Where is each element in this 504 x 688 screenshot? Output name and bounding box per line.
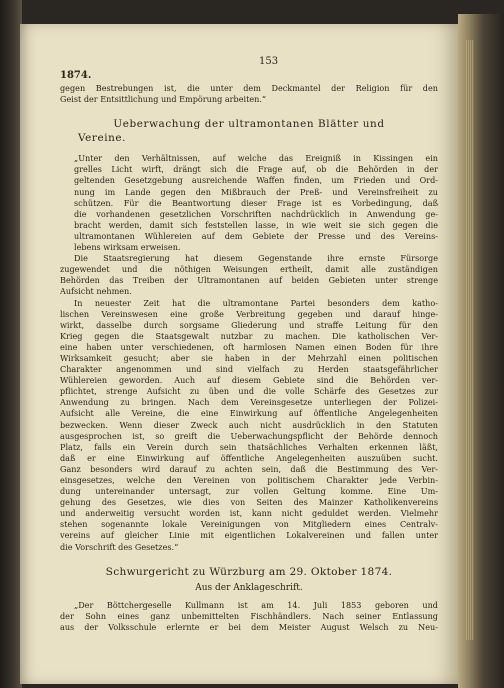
text-line: Platz, falls ein Verein durch sein thatsächliches Verhalten erkennen läßt, bbox=[60, 441, 438, 452]
page-year: 1874. bbox=[60, 70, 92, 81]
text-line: pflichtet, strenge Aufsicht zu üben und die volle Schärfe des Gesetzes zur bbox=[60, 386, 438, 397]
text-line: Charakter angenommen und sind vielfach zu Herden staatsgefährlicher bbox=[60, 364, 438, 375]
text-line: Geist der Entsittlichung und Empörung arbeiten.“ bbox=[60, 94, 267, 105]
text-line: gehung des Gesetzes, wie dies von Seiten des Mainzer Katholikenvereins bbox=[60, 497, 438, 508]
text-line: Wirksamkeit gesucht; aber sie haben in der Mehrzahl einen politischen bbox=[60, 352, 438, 363]
text-line: grelles Licht wirft, drängt sich die Frage auf, ob die Behörden in der bbox=[74, 164, 438, 175]
book-binding-shadow bbox=[0, 0, 22, 688]
text-line: Aufsicht nehmen. bbox=[60, 286, 132, 297]
text-line: eine haben unter verschiedenen, oft harmlosen Namen einen Boden für ihre bbox=[60, 341, 438, 352]
text-line: daß er eine Einwirkung auf öffentliche Angelegenheiten auszuüben sucht. bbox=[60, 452, 438, 463]
text-line: die Vorschrift des Gesetzes.“ bbox=[60, 541, 179, 552]
text-line: „Der Böttchergeselle Kullmann ist am 14. Juli 1853 geboren und bbox=[74, 599, 438, 610]
paragraph-4 bbox=[60, 600, 438, 633]
text-line: aus der Volksschule erlernte er bei dem Meister August Welsch zu Neu- bbox=[60, 621, 438, 632]
text-line: Anwendung zu bringen. Nach dem Vereinsgesetze unterliegen der Polizei- bbox=[60, 397, 438, 408]
page-edge-texture bbox=[466, 40, 474, 640]
page-edge-stack bbox=[458, 14, 504, 688]
page-number: 153 bbox=[259, 56, 279, 67]
text-line: schützen. Für die Beantwortung dieser Frage ist es Vorbedingung, daß bbox=[74, 197, 438, 208]
section-heading-schwurgericht: Schwurgericht zu Würzburg am 29. Oktober 1874. bbox=[105, 565, 393, 578]
paragraph-2 bbox=[60, 253, 438, 297]
text-line: geltenden Gesetzgebung ausreichende Waffen finden, um Frieden und Ord- bbox=[74, 175, 438, 186]
text-line: einsgesetzes, welche den Vereinen von politischem Charakter jede Verbin- bbox=[60, 475, 438, 485]
text-line: Behörden das Treiben der Ultramontanen auf beiden Gebieten unter strenge bbox=[60, 275, 438, 286]
intro-paragraph bbox=[60, 83, 438, 105]
text-line: und anderweitig versucht worden ist, kann nicht geduldet werden. Vielmehr bbox=[60, 508, 438, 519]
text-line: lischen Vereinswesen eine große Verbreitung gegeben und darauf hinge- bbox=[60, 308, 438, 319]
text-line: ausgesprochen ist, so greift die Ueberwachungspflicht der Behörde dennoch bbox=[60, 430, 438, 441]
text-line: dung untereinander untersagt, zur vollen Geltung komme. Eine Um- bbox=[60, 486, 438, 497]
text-line: In neuester Zeit hat die ultramontane Partei besonders dem katho- bbox=[74, 297, 438, 308]
paragraph-1 bbox=[60, 153, 438, 253]
section-subheading: Aus der Anklageschrift. bbox=[195, 582, 303, 593]
text-line: bezwecken. Wenn dieser Zweck auch nicht ausdrücklich in den Statuten bbox=[60, 419, 438, 430]
text-line: die vorhandenen gesetzlichen Vorschriften nachdrücklich in Anwendung ge- bbox=[74, 208, 438, 219]
text-line: nung im Lande gegen den Mißbrauch der Preß- und Vereinsfreiheit zu bbox=[74, 186, 438, 197]
paragraph-3 bbox=[60, 298, 438, 553]
text-line: vereins auf gleicher Linie mit eigentlichen Lokalvereinen und fallen unter bbox=[60, 530, 438, 541]
text-line: Aufsicht alle Vereine, die eine Einwirkung auf öffentliche Angelegenheiten bbox=[60, 408, 438, 419]
text-line: wirkt, dasselbe durch sorgsame Gliederung und straffe Leitung für den bbox=[60, 319, 438, 330]
text-line: ultramontanen Wühlereien auf dem Gebiete der Presse und des Vereins- bbox=[74, 230, 438, 241]
text-line: der Sohn eines ganz unbemittelten Fischhändlers. Nach seiner Entlassung bbox=[60, 610, 438, 621]
text-line: „Unter den Verhältnissen, auf welche das Ereigniß in Kissingen ein bbox=[74, 153, 438, 164]
heading-line: Ueberwachung der ultramontanen Blätter und bbox=[113, 118, 385, 131]
text-line: Krieg gegen die Staatsgewalt nutzbar zu machen. Die katholischen Ver- bbox=[60, 330, 438, 341]
text-line: Ganz besonders wird darauf zu achten sein, daß die Bestimmung des Ver- bbox=[60, 463, 438, 474]
heading-line: Vereine. bbox=[78, 132, 127, 145]
text-line: stehen sogenannte lokale Vereinigungen von Mitgliedern eines Centralv- bbox=[60, 519, 438, 530]
text-line: Die Staatsregierung hat diesem Gegenstande ihre ernste Fürsorge bbox=[74, 253, 438, 264]
text-line: lebens wirksam erweisen. bbox=[74, 242, 181, 253]
text-line: Wühlereien geworden. Auch auf diesem Gebiete sind die Behörden ver- bbox=[60, 375, 438, 386]
text-line: bracht werden, damit sich feststellen lasse, in wie weit sie sich gegen die bbox=[74, 219, 438, 230]
text-line: zugewendet und die nöthigen Weisungen ertheilt, damit alle zuständigen bbox=[60, 264, 438, 275]
text-line: gegen Bestrebungen ist, die unter dem Deckmantel der Religion für den bbox=[60, 83, 438, 94]
section-heading-ueberwachung bbox=[60, 117, 438, 145]
page-text bbox=[60, 56, 438, 633]
